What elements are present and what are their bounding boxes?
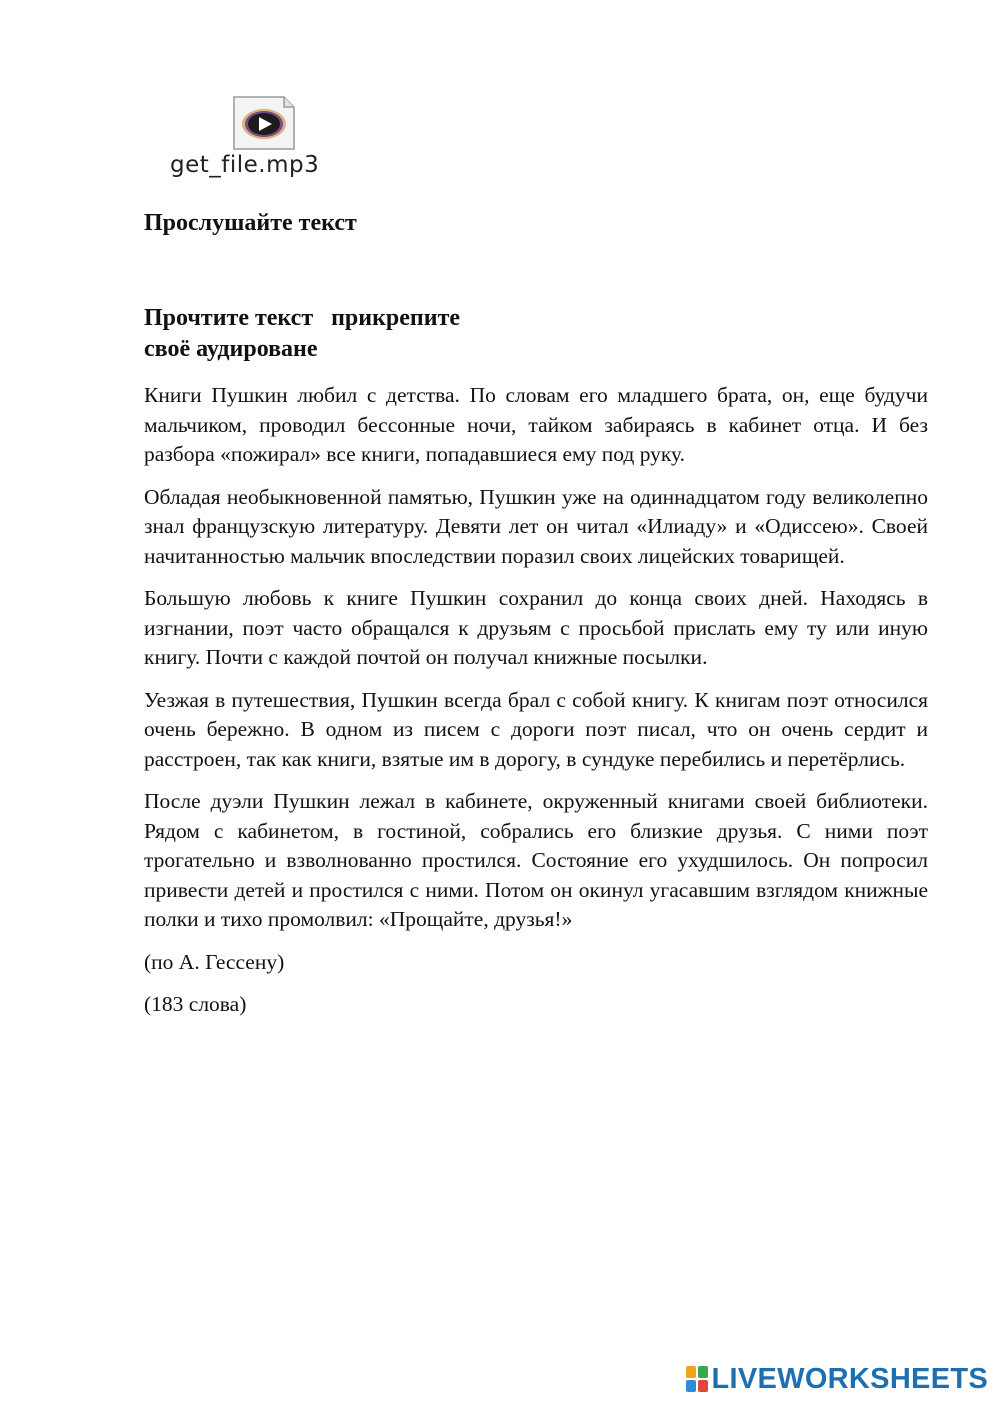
listen-heading: Прослушайте текст: [144, 210, 357, 236]
story-text: [144, 381, 928, 1033]
logo-text: LIVEWORKSHEETS: [711, 1362, 988, 1395]
read-heading-line-1: Прочтите текст прикрепите: [144, 305, 461, 331]
paragraph: Обладая необыкновенной памятью, Пушкин уже на одиннадцатом году великолепно знал французскую литературу. Девяти лет он читал «Илиаду» и «Одиссею». Своей начитанностью мальчик впоследствии поразил своих лицейских товарищей.: [144, 484, 928, 568]
paragraph: Книги Пушкин любил с детства. По словам его младшего брата, он, еще будучи мальчиком, проводил бессонные ночи, тайком забираясь в кабинет отца. И без разбора «пожирал» все книги, попадавшиеся ему под руку.: [144, 383, 928, 466]
source-attribution: (по А. Гессену): [144, 949, 285, 974]
paragraph: После дуэли Пушкин лежал в кабинете, окруженный книгами своей библиотеки. Рядом с кабинетом, в гостиной, собрались его близкие друзья. С ними поэт трогательно и взволнованно простился. Состояние его ухудшилось. Он попросил привести детей и простился с ними. Потом он окинул угасавшим взглядом книжные полки и тихо промолвил: «Прощайте, друзья!»: [144, 789, 928, 931]
logo-mark-icon: [686, 1366, 708, 1392]
read-heading-line-2: своё аудироване: [144, 336, 318, 362]
audio-attachment[interactable]: [168, 96, 368, 186]
file-name[interactable]: get_file.mp3: [170, 152, 320, 178]
audio-file-icon: [232, 96, 296, 150]
paragraph: Уезжая в путешествия, Пушкин всегда брал с собой книгу. К книгам поэт относился очень бережно. В одном из писем с дороги поэт писал, что он очень сердит и расстроен, так как книги, взятые им в дорогу, в сундуке перебились и перетёрлись.: [144, 687, 928, 771]
read-heading: [144, 303, 564, 365]
liveworksheets-logo[interactable]: [686, 1364, 989, 1394]
word-count: (183 слова): [144, 992, 247, 1016]
paragraph: Большую любовь к книге Пушкин сохранил до конца своих дней. Находясь в изгнании, поэт часто обращался к друзьям с просьбой прислать ему ту или иную книгу. Почти с каждой почтой он получал книжные посылки.: [144, 586, 928, 669]
